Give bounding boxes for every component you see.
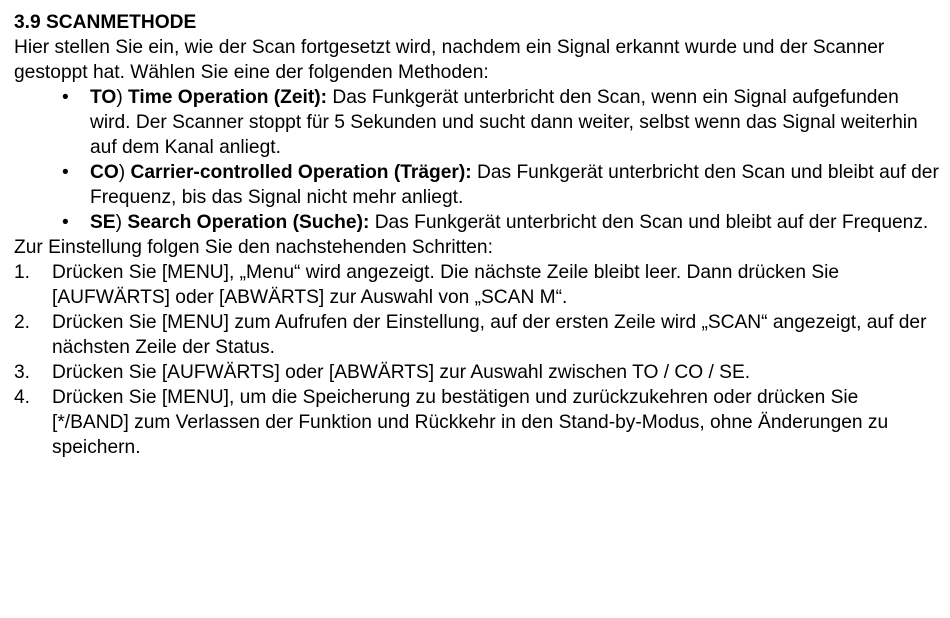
bullet-icon: • (62, 212, 69, 233)
method-item-co (14, 160, 940, 210)
method-description: Das Funkgerät unterbricht den Scan und bleibt auf der Frequenz, bis das Signal nicht mehr anliegt. (90, 162, 939, 208)
step-item-2 (14, 310, 940, 360)
method-description: Das Funkgerät unterbricht den Scan, wenn ein Signal aufgefunden wird. Der Scanner stoppt für 5 Sekunden und sucht dann weiter, selbst wenn das Signal weiterhin auf dem Kanal anliegt. (90, 87, 918, 158)
document-page (14, 10, 940, 460)
steps-list (14, 260, 940, 460)
method-name: Time Operation (Zeit): (122, 87, 328, 108)
method-item-to (14, 85, 940, 160)
step-text: Drücken Sie [MENU], um die Speicherung zu bestätigen und zurückzukehren oder drücken Sie [*/BAND] zum Verlassen der Funktion und Rückkehr in den Stand-by-Modus, ohne Änderungen zu speichern. (52, 387, 889, 458)
step-item-3 (14, 360, 940, 385)
step-text: Drücken Sie [MENU], „Menu“ wird angezeigt. Die nächste Zeile bleibt leer. Dann drücken Sie [AUFWÄRTS] oder [ABWÄRTS] zur Auswahl von „SCAN M“. (52, 262, 840, 308)
method-description: Das Funkgerät unterbricht den Scan und bleibt auf der Frequenz. (369, 212, 929, 233)
section-intro: Hier stellen Sie ein, wie der Scan fortgesetzt wird, nachdem ein Signal erkannt wurde und der Scanner gestoppt hat. Wählen Sie eine der folgenden Methoden: (14, 37, 885, 83)
method-name: Search Operation (Suche): (122, 212, 370, 233)
method-name: Carrier-controlled Operation (Träger): (125, 162, 472, 183)
step-text: Drücken Sie [AUFWÄRTS] oder [ABWÄRTS] zur Auswahl zwischen TO / CO / SE. (52, 362, 751, 383)
bullet-icon: • (62, 162, 69, 183)
steps-intro: Zur Einstellung folgen Sie den nachstehenden Schritten: (14, 237, 493, 258)
scan-method-list (14, 85, 940, 235)
method-paren: ) (115, 212, 122, 233)
step-number: 3. (14, 362, 31, 383)
step-item-1 (14, 260, 940, 310)
method-paren: ) (116, 87, 123, 108)
method-code: TO (90, 87, 117, 108)
method-item-se (14, 210, 940, 235)
method-code: SE (90, 212, 116, 233)
step-number: 2. (14, 312, 31, 333)
section-heading: 3.9 SCANMETHODE (14, 12, 197, 33)
step-number: 4. (14, 387, 31, 408)
step-text: Drücken Sie [MENU] zum Aufrufen der Einstellung, auf der ersten Zeile wird „SCAN“ angezeigt, auf der nächsten Zeile der Status. (52, 312, 927, 358)
method-code: CO (90, 162, 119, 183)
method-paren: ) (118, 162, 126, 183)
bullet-icon: • (62, 87, 69, 108)
step-number: 1. (14, 262, 31, 283)
step-item-4 (14, 385, 940, 460)
